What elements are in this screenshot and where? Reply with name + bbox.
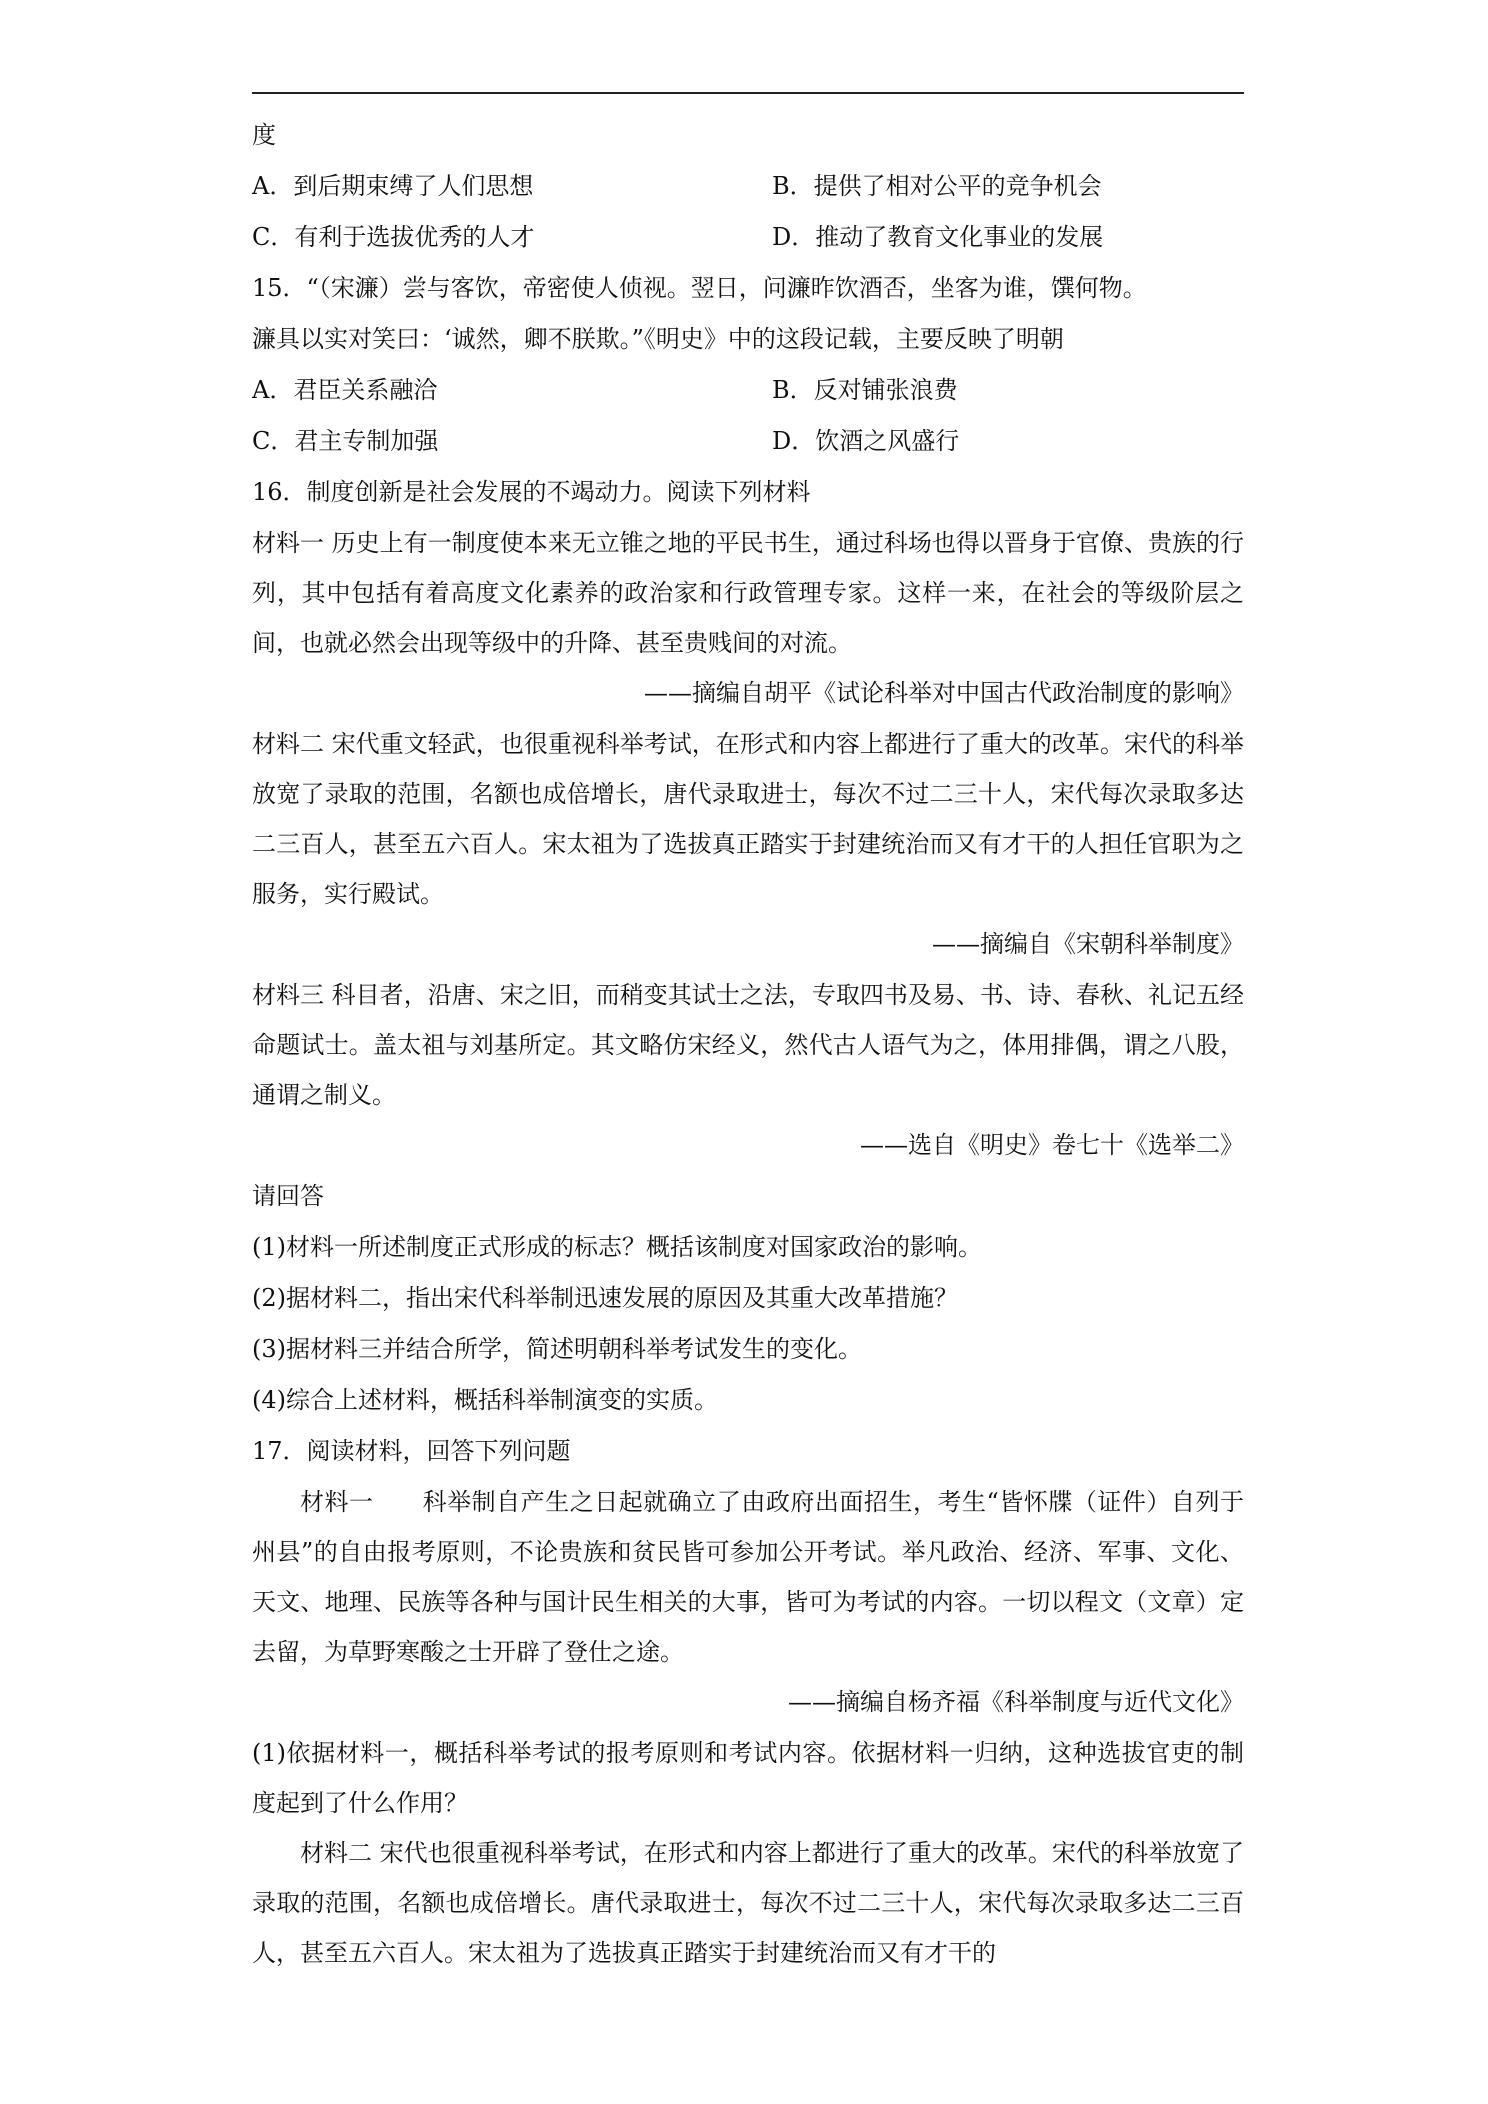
q14-option-b[interactable]: B．提供了相对公平的竞争机会 xyxy=(772,172,1102,200)
q16-material-2: 材料二 宋代重文轻武，也很重视科举考试，在形式和内容上都进行了重大的改革。宋代的科举放宽了录取的范围，名额也成倍增长，唐代录取进士，每次不过二三十人，宋代每次录取多达二三百人，甚至五六百人。宋太祖为了选拔真正踏实于封建统治而又有才干的人担任官职为之服务，实行殿试。 xyxy=(252,730,1244,908)
q16-material-1: 材料一 历史上有一制度使本来无立锥之地的平民书生，通过科场也得以晋身于官僚、贵族的行列，其中包括有着高度文化素养的政治家和行政管理专家。这样一来，在社会的等级阶层之间，也就必然会出现等级中的升降、甚至贵贱间的对流。 xyxy=(252,529,1244,657)
q15-options-row-1 xyxy=(252,365,1244,416)
q16-stem: 16．制度创新是社会发展的不竭动力。阅读下列材料 xyxy=(252,478,811,506)
q16-question-4: (4)综合上述材料，概括科举制演变的实质。 xyxy=(252,1386,718,1414)
q15-options-row-2 xyxy=(252,416,1244,467)
q14-options-row-1 xyxy=(252,161,1244,212)
q15-option-a[interactable]: A．君臣关系融洽 xyxy=(252,376,438,404)
q14-option-d[interactable]: D．推动了教育文化事业的发展 xyxy=(772,223,1104,251)
q17-stem: 17．阅读材料，回答下列问题 xyxy=(252,1437,571,1465)
q16-prompt: 请回答 xyxy=(252,1182,324,1210)
q15-option-b[interactable]: B．反对铺张浪费 xyxy=(772,376,958,404)
q15-stem-line-1: 15．“（宋濂）尝与客饮，帝密使人侦视。翌日，问濂昨饮酒否，坐客为谁，馔何物。 xyxy=(252,274,1147,302)
q16-question-3: (3)据材料三并结合所学，简述明朝科举考试发生的变化。 xyxy=(252,1335,862,1363)
q16-material-3: 材料三 科目者，沿唐、宋之旧，而稍变其试士之法，专取四书及易、书、诗、春秋、礼记五经命题试士。盖太祖与刘基所定。其文略仿宋经义，然代古人语气为之，体用排偶，谓之八股，通谓之制义。 xyxy=(252,981,1244,1109)
q16-question-1: (1)材料一所述制度正式形成的标志？概括该制度对国家政治的影响。 xyxy=(252,1233,982,1261)
q14-option-c[interactable]: C．有利于选拔优秀的人才 xyxy=(252,223,535,251)
q15-stem-line-2: 濂具以实对笑曰：‘诚然，卿不朕欺。”《明史》中的这段记载，主要反映了明朝 xyxy=(252,325,1064,353)
q17-material-1: 材料一 科举制自产生之日起就确立了由政府出面招生，考生“皆怀牒（证件）自列于州县”的自由报考原则，不论贵族和贫民皆可参加公开考试。举凡政治、经济、军事、文化、天文、地理、民族等各种与国计民生相关的大事，皆可为考试的内容。一切以程文（文章）定去留，为草野寒酸之士开辟了登仕之途。 xyxy=(252,1488,1244,1666)
q15-option-d[interactable]: D．饮酒之风盛行 xyxy=(772,427,960,455)
header-rule xyxy=(252,92,1244,94)
q16-source-1: ——摘编自胡平《试论科举对中国古代政治制度的影响》 xyxy=(644,679,1244,707)
q16-source-3: ——选自《明史》卷七十《选举二》 xyxy=(860,1131,1244,1159)
q16-question-2: (2)据材料二，指出宋代科举制迅速发展的原因及其重大改革措施？ xyxy=(252,1284,958,1312)
page-content xyxy=(252,110,1244,1978)
q14-continuation: 度 xyxy=(252,121,276,149)
q15-option-c[interactable]: C．君主专制加强 xyxy=(252,427,439,455)
q14-option-a[interactable]: A．到后期束缚了人们思想 xyxy=(252,172,534,200)
q17-question-1: (1)依据材料一，概括科举考试的报考原则和考试内容。依据材料一归纳，这种选拔官吏的制度起到了什么作用？ xyxy=(252,1739,1244,1817)
q14-options-row-2 xyxy=(252,212,1244,263)
q16-source-2: ——摘编自《宋朝科举制度》 xyxy=(932,930,1244,958)
q17-source-1: ——摘编自杨齐福《科举制度与近代文化》 xyxy=(788,1688,1244,1716)
q17-material-2: 材料二 宋代也很重视科举考试，在形式和内容上都进行了重大的改革。宋代的科举放宽了录取的范围，名额也成倍增长。唐代录取进士，每次不过二三十人，宋代每次录取多达二三百人，甚至五六百人。宋太祖为了选拔真正踏实于封建统治而又有才干的 xyxy=(252,1839,1244,1967)
